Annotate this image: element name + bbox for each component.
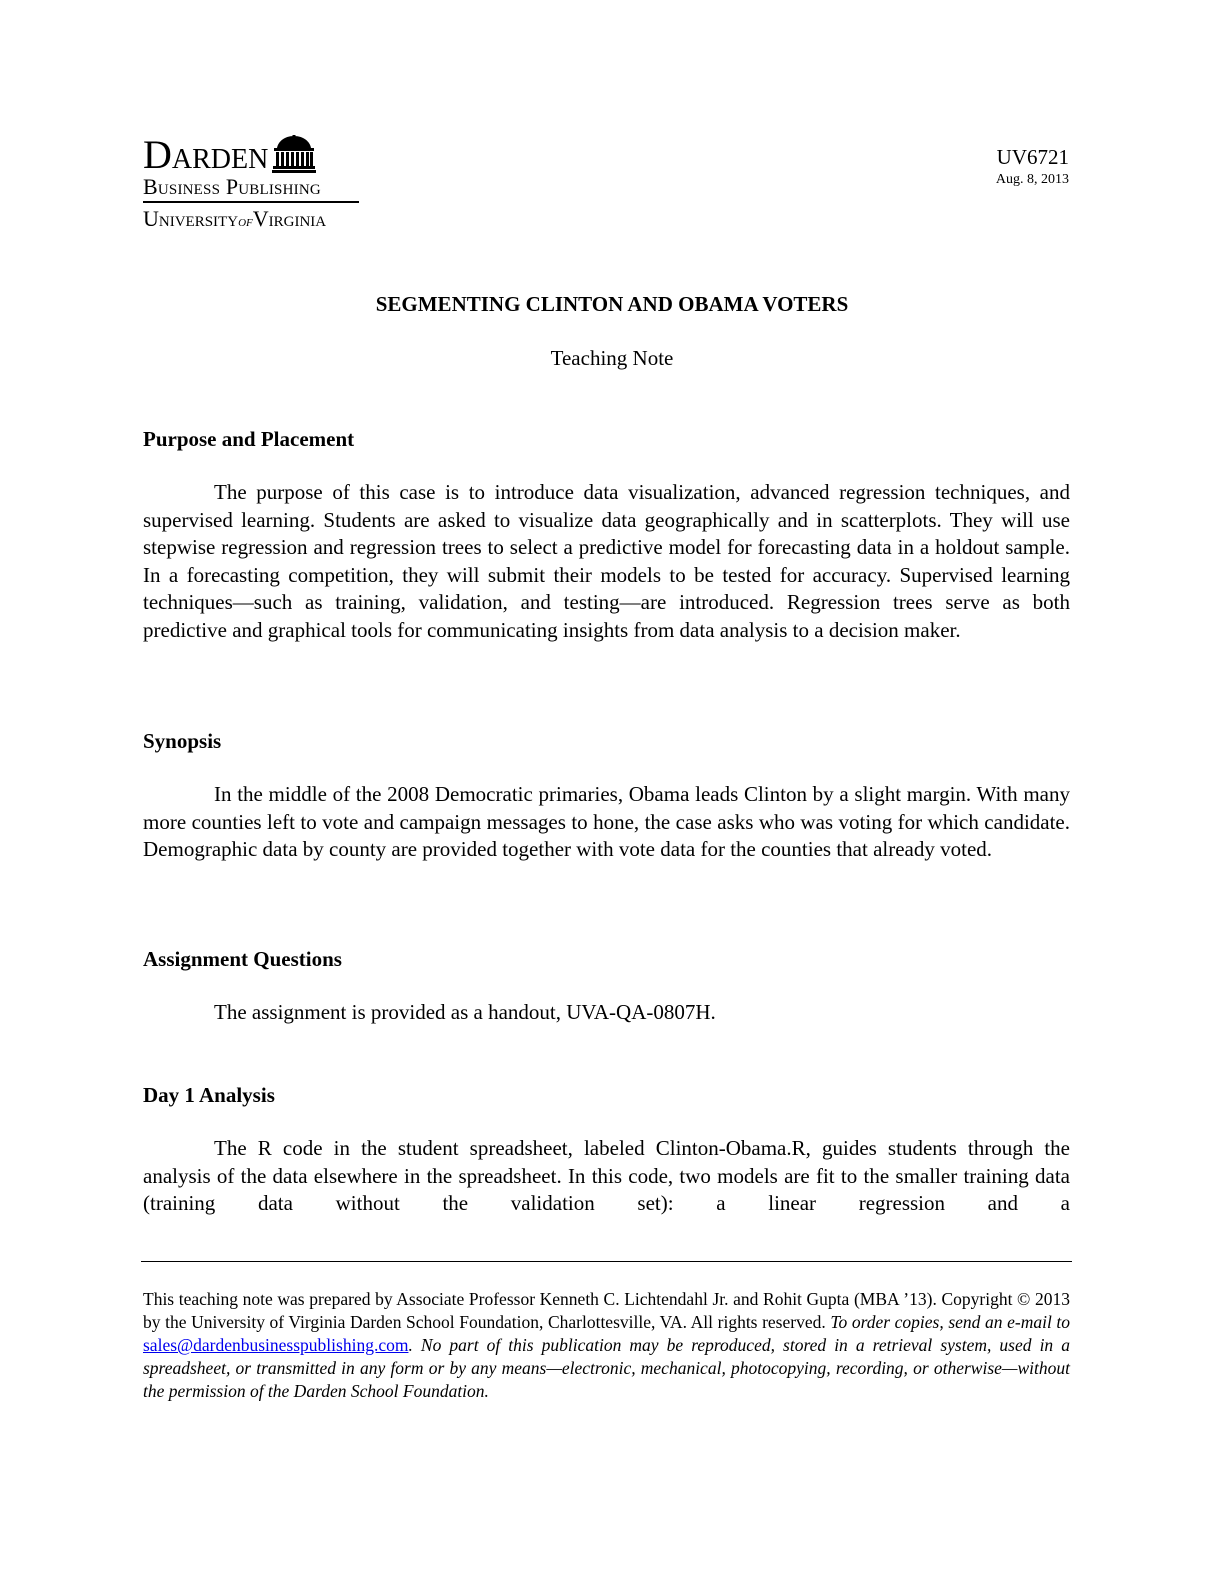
paragraph-synopsis: In the middle of the 2008 Democratic primaries, Obama leads Clinton by a slight margin. With many more counties left to vote and campaign messages to hone, the case asks who was voting for which candidate. Demographic data by county are provided together with vote data for the counties that already voted.: [143, 782, 1070, 861]
footer-order-prefix: To order copies, send an e-mail to: [830, 1312, 1071, 1332]
paragraph-day1: The R code in the student spreadsheet, labeled Clinton-Obama.R, guides students through the analysis of the data elsewhere in the spreadsheet. In this code, two models are fit to the smaller training data (training data without the validation set): a linear regression and a: [143, 1136, 1070, 1215]
document-date: Aug. 8, 2013: [995, 172, 1069, 187]
heading-day1: Day 1 Analysis: [143, 1083, 275, 1107]
document-id: UV6721: [996, 145, 1069, 169]
darden-logo: [143, 133, 373, 235]
footer-preparation: This teaching note was prepared by Associate Professor Kenneth C. Lichtendahl Jr. and Rohit Gupta (MBA ’13). Copyright © 2013 by the University of Virginia Darden School Foundation, Charlottesville, VA. All rights reserved.: [143, 1289, 1070, 1332]
document-subtitle: Teaching Note: [550, 346, 674, 370]
logo-university-of-virginia: UniversityofVirginia: [143, 206, 327, 231]
paragraph-assignment: The assignment is provided as a handout, UVA-QA-0807H.: [214, 1000, 716, 1024]
heading-purpose: Purpose and Placement: [143, 427, 355, 451]
paragraph-purpose: The purpose of this case is to introduce data visualization, advanced regression techniques, and supervised learning. Students are asked to visualize data geographically and in scatterplots. They will use stepwise regression and regression trees to select a predictive model for forecasting data in a holdout sample. In a forecasting competition, they will submit their models to be tested for accuracy. Supervised learning techniques—such as training, validation, and testing—are introduced. Regression trees serve as both predictive and graphical tools for communicating insights from data analysis to a decision maker.: [143, 480, 1070, 642]
footer-email-link[interactable]: sales@dardenbusinesspublishing.com: [143, 1335, 409, 1355]
heading-synopsis: Synopsis: [143, 729, 222, 753]
footer-note: [143, 1288, 1070, 1403]
footer-divider: [141, 1261, 1072, 1262]
logo-business-publishing: Business Publishing: [143, 174, 321, 199]
heading-assignment: Assignment Questions: [143, 947, 342, 971]
logo-darden-wordmark: Darden: [143, 133, 373, 177]
document-title: SEGMENTING CLINTON AND OBAMA VOTERS: [375, 292, 849, 316]
footer-rights: . No part of this publication may be reproduced, stored in a retrieval system, used in a spreadsheet, or transmitted in any form or by any means—electronic, mechanical, photocopying, recording, or otherwise—without the permission of the Darden School Foundation.: [143, 1335, 1070, 1401]
logo-divider: [143, 201, 359, 203]
